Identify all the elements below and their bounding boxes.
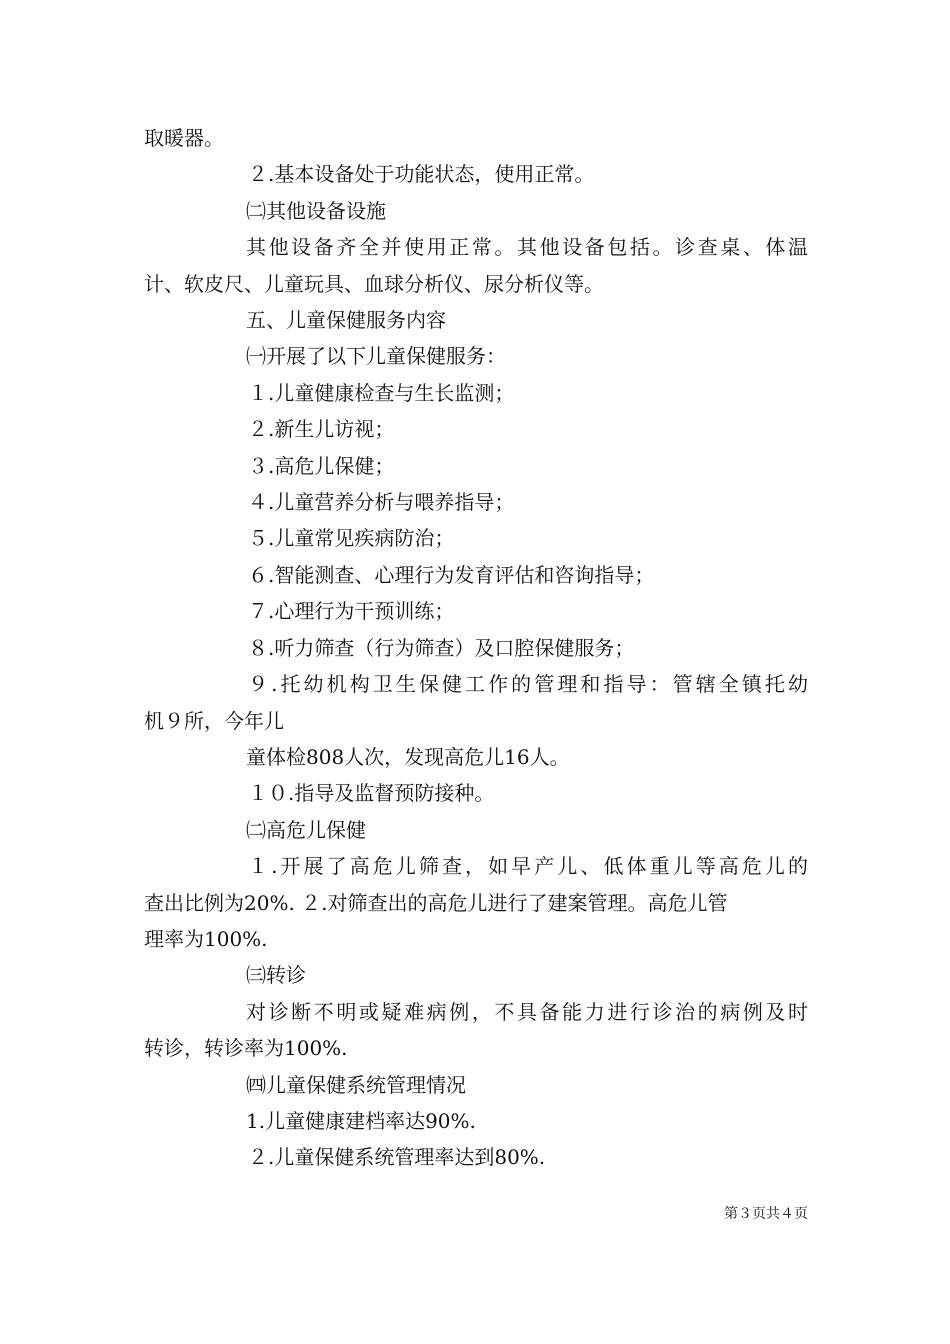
text-line: 机９所，今年儿 — [144, 708, 284, 733]
text-line: 计、软皮尺、儿童玩具、血球分析仪、尿分析仪等。 — [144, 271, 604, 296]
text-line: ２.基本设备处于功能状态，使用正常。 — [248, 162, 595, 187]
list-item: 1.儿童健康建档率达90%. — [246, 1108, 476, 1133]
list-item: ５.儿童常见疾病防治； — [248, 526, 455, 551]
section-heading: ㈡高危儿保健 — [246, 817, 366, 842]
list-item: ７.心理行为干预训练； — [248, 599, 455, 624]
list-item: ２.新生儿访视； — [248, 417, 395, 442]
text-line: 对诊断不明或疑难病例，不具备能力进行诊治的病例及时 — [246, 999, 808, 1024]
list-item: ３.高危儿保健； — [248, 453, 395, 478]
page-number: 第３页共４页 — [724, 1206, 808, 1222]
document-body — [144, 120, 808, 1176]
list-item: ４.儿童营养分析与喂养指导； — [248, 490, 515, 515]
list-item: １０.指导及监督预防接种。 — [248, 781, 495, 806]
text-line: 查出比例为20%. ２.对筛查出的高危儿进行了建案管理。高危儿管 — [144, 890, 728, 915]
text-line: 取暖器。 — [144, 126, 224, 150]
list-item: １.儿童健康检查与生长监测； — [248, 380, 515, 405]
text-line: １.开展了高危儿筛查，如早产儿、低体重儿等高危儿的 — [248, 854, 808, 879]
section-heading: ㈣儿童保健系统管理情况 — [246, 1072, 466, 1097]
list-item: ９.托幼机构卫生保健工作的管理和指导：管辖全镇托幼 — [248, 672, 808, 697]
list-item: ６.智能测查、心理行为发育评估和咨询指导； — [248, 562, 655, 587]
section-heading: 五、儿童保健服务内容 — [246, 308, 446, 333]
text-line: 童体检808人次，发现高危儿16人。 — [246, 744, 570, 769]
list-item: ２.儿童保健系统管理率达到80%. — [248, 1145, 546, 1170]
section-heading: ㈡其他设备设施 — [246, 198, 386, 223]
list-item: ８.听力筛查（行为筛查）及口腔保健服务； — [248, 635, 635, 660]
section-heading: ㈢转诊 — [246, 963, 306, 988]
text-line: 转诊，转诊率为100%. — [144, 1036, 348, 1061]
section-heading: ㈠开展了以下儿童保健服务： — [246, 344, 506, 369]
text-line: 其他设备齐全并使用正常。其他设备包括。诊查桌、体温 — [246, 235, 808, 260]
text-line: 理率为100%. — [144, 926, 268, 951]
